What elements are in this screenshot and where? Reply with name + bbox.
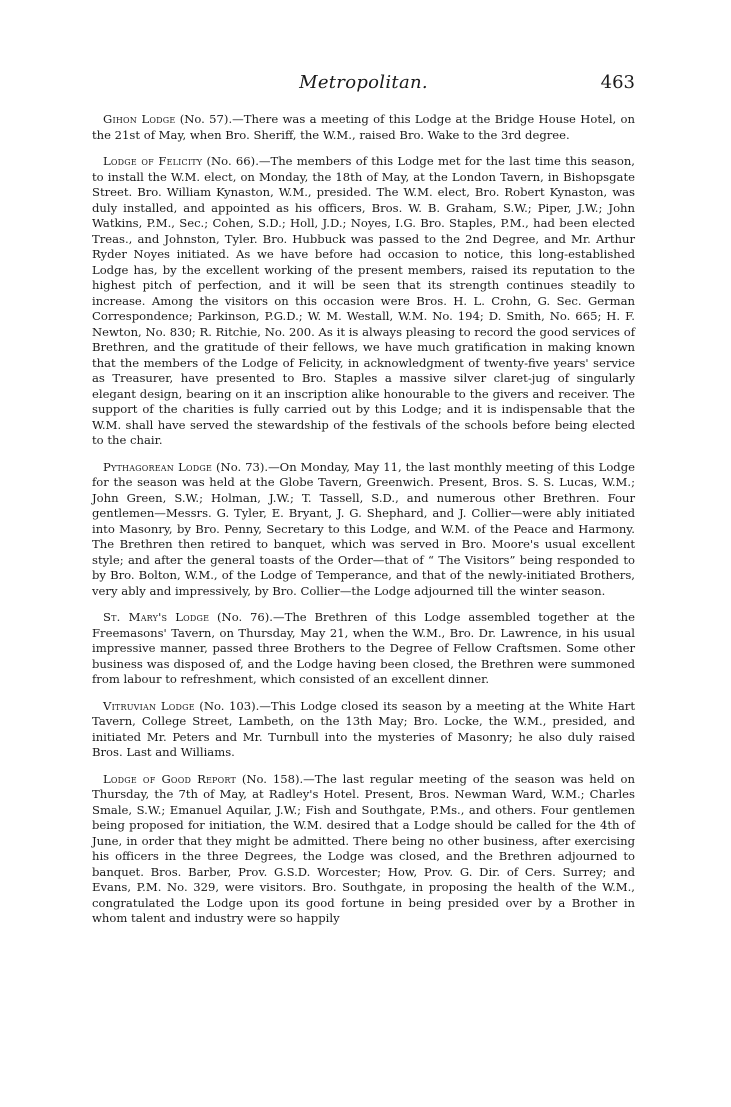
report-text: (No. 73).—On Monday, May 11, the last monthly meeting of this Lodge for the season was held at the Globe Tavern, Greenwich. Present, Bros. S. S. Lucas, W.M.; John Green, S.W.; Holman, J.W.; T. Tassell, S.D., and numerous other Brethren. Four gentlemen—Messrs. G. Tyler, E. Bryant, J. G. Shephard, and J. Collier—were ably initiated into Masonry, by Bro. Penny, Secretary to this Lodge, and W.M. of the Peace and Harmony. The Brethren then retired to banquet, which was served in Bro. Moore's usual excellent style; and after the general toasts of the Order—that of “ The Visitors” being responded to by Bro. Bolton, W.M., of the Lodge of Temperance, and that of the newly-initiated Brothers, very ably and impressively, by Bro. Collier—the Lodge adjourned till the winter season.	[92, 459, 635, 598]
report-text: (No. 158).—The last regular meeting of the season was held on Thursday, the 7th of May, at Radley's Hotel. Present, Bros. Newman Ward, W.M.; Charles Smale, S.W.; Emanuel Aquilar, J.W.; Fish and Southgate, P.Ms., and others. Four gentlemen being proposed for initiation, the W.M. desired that a Lodge should be called for the 4th of June, in order that they might be admitted. There being no other business, after exercising his officers in the three Degrees, the Lodge was closed, and the Brethren adjourned to banquet. Bros. Barber, Prov. G.S.D. Worcester; How, Prov. G. Dir. of Cers. Surrey; and Evans, P.M. No. 329, were visitors. Bro. Southgate, in proposing the health of the W.M., congratulated the Lodge upon its good fortune in being presided over by a Brother in whom talent and industry were so happily	[92, 771, 635, 925]
page	[92, 72, 635, 938]
lodge-report-gihon	[92, 112, 635, 143]
report-text: (No. 76).—The Brethren of this Lodge assembled together at the Freemasons' Tavern, on Thursday, May 21, when the W.M., Bro. Dr. Lawrence, in his usual impressive manner, passed three Brothers to the Degree of Fellow Craftsmen. Some other business was disposed of, and the Lodge having been closed, the Brethren were summoned from labour to refreshment, which consisted of an excellent dinner.	[92, 610, 635, 686]
running-head	[92, 72, 635, 98]
report-text: (No. 103).—This Lodge closed its season by a meeting at the White Hart Tavern, College Street, Lambeth, on the 13th May; Bro. Locke, the W.M., presided, and initiated Mr. Peters and Mr. Turnbull into the mysteries of Masonry; he also duly raised Bros. Last and Williams.	[92, 698, 636, 759]
lodge-report-pythagorean	[92, 460, 635, 600]
page-number: 463	[600, 72, 635, 93]
lodge-name: Pythagorean Lodge	[103, 459, 213, 474]
lodge-name: Gihon Lodge	[103, 112, 176, 126]
lodge-name: St. Mary's Lodge	[103, 610, 210, 624]
lodge-name: Lodge of Felicity	[103, 154, 203, 168]
lodge-report-felicity	[92, 154, 635, 449]
lodge-report-st-marys	[92, 610, 635, 688]
report-text: (No. 66).—The members of this Lodge met for the last time this season, to install the W.M. elect, on Monday, the 18th of May, at the London Tavern, in Bishopsgate Street. Bro. William Kynaston, W.M., presided. The W.M. elect, Bro. Robert Kynaston, was duly installed, and appointed as his officers, Bros. W. B. Graham, S.W.; Piper, J.W.; John Watkins, P.M., Sec.; Cohen, S.D.; Holl, J.D.; Noyes, I.G. Bro. Staples, P.M., had been elected Treas., and Johnston, Tyler. Bro. Hubbuck was passed to the 2nd Degree, and Mr. Arthur Ryder Noyes initiated. As we have before had occasion to notice, this long-established Lodge has, by the excellent working of the present members, raised its reputation to the highest pitch of perfection, and it will be seen that its strength continues steadily to increase. Among the visitors on this occasion were Bros. H. L. Crohn, G. Sec. German Correspondence; Parkinson, P.G.D.; W. M. Westall, W.M. No. 194; D. Smith, No. 665; H. F. Newton, No. 830; R. Ritchie, No. 200. As it is always pleasing to record the good services of Brethren, and the gratitude of their fellows, we have much gratification in making known that the members of the Lodge of Felicity, in acknowledgment of twenty-five years' service as Treasurer, have presented to Bro. Staples a massive silver claret-jug of singularly elegant design, bearing on it an inscription alike honourable to the givers and receiver. The support of the charities is fully carried out by this Lodge; and it is indispensable that the W.M. shall have served the stewardship of the festivals of the schools before being elected to the chair.	[92, 154, 635, 447]
lodge-report-good-report	[92, 772, 635, 927]
report-text: (No. 57).—There was a meeting of this Lodge at the Bridge House Hotel, on the 21st of May, when Bro. Sheriff, the W.M., raised Bro. Wake to the 3rd degree.	[92, 112, 636, 142]
running-title: Metropolitan.	[299, 72, 428, 93]
lodge-name: Lodge of Good Report	[103, 771, 237, 786]
lodge-report-vitruvian	[92, 699, 635, 761]
lodge-name: Vitruvian Lodge	[103, 698, 195, 713]
